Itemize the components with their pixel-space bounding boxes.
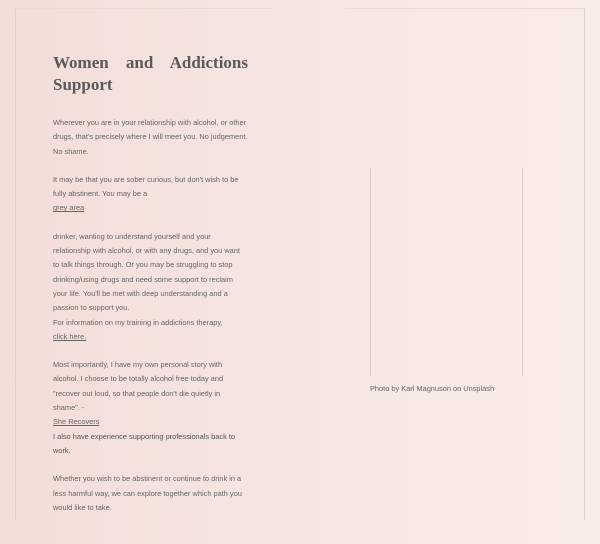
sober-curious-paragraph: It may be that you are sober curious, but don't wish to be fully abstinent. You may be a xyxy=(53,174,239,199)
personal-story-paragraph: Most importantly, I have my own personal story with alcohol. I choose to be totally alcohol free today and "recover out loud, so that people don't die quietly in shame". - xyxy=(53,360,224,413)
closing-paragraph: Whether you wish to be abstinent or continue to drink in a less harmful way, we can explore together which path you would like to take. xyxy=(53,474,242,512)
grey-area-link[interactable]: grey area xyxy=(53,203,85,213)
click-here-link[interactable]: click here. xyxy=(53,331,87,341)
professionals-paragraph: I also have experience supporting professionals back to work. xyxy=(53,431,236,455)
she-recovers-link[interactable]: She Recovers xyxy=(53,417,100,427)
drinker-paragraph: drinker, wanting to understand yourself and your relationship with alcohol, or with any drugs, and you want to talk things through. Or you may be struggling to stop drinking/using drugs and need some support to reclaim your life. You'll be met with deep understanding and a passion to support you. xyxy=(53,231,240,313)
photo-placeholder xyxy=(370,168,523,376)
intro-paragraph: Wherever you are in your relationship with alcohol, or other drugs, that's precisely where I will meet you. No judgement. No shame. xyxy=(53,118,248,156)
frame-left-border xyxy=(15,8,16,520)
frame-top-border-right xyxy=(344,8,585,9)
photo-caption: Photo by Karl Magnuson on Unsplash xyxy=(370,384,495,393)
frame-right-border xyxy=(584,8,585,520)
page-title: Women and Addictions Support xyxy=(53,53,248,94)
frame-top-border-left xyxy=(15,8,271,9)
training-info-text: For information on my training in addictions therapy, xyxy=(53,317,223,327)
main-content xyxy=(53,52,248,515)
